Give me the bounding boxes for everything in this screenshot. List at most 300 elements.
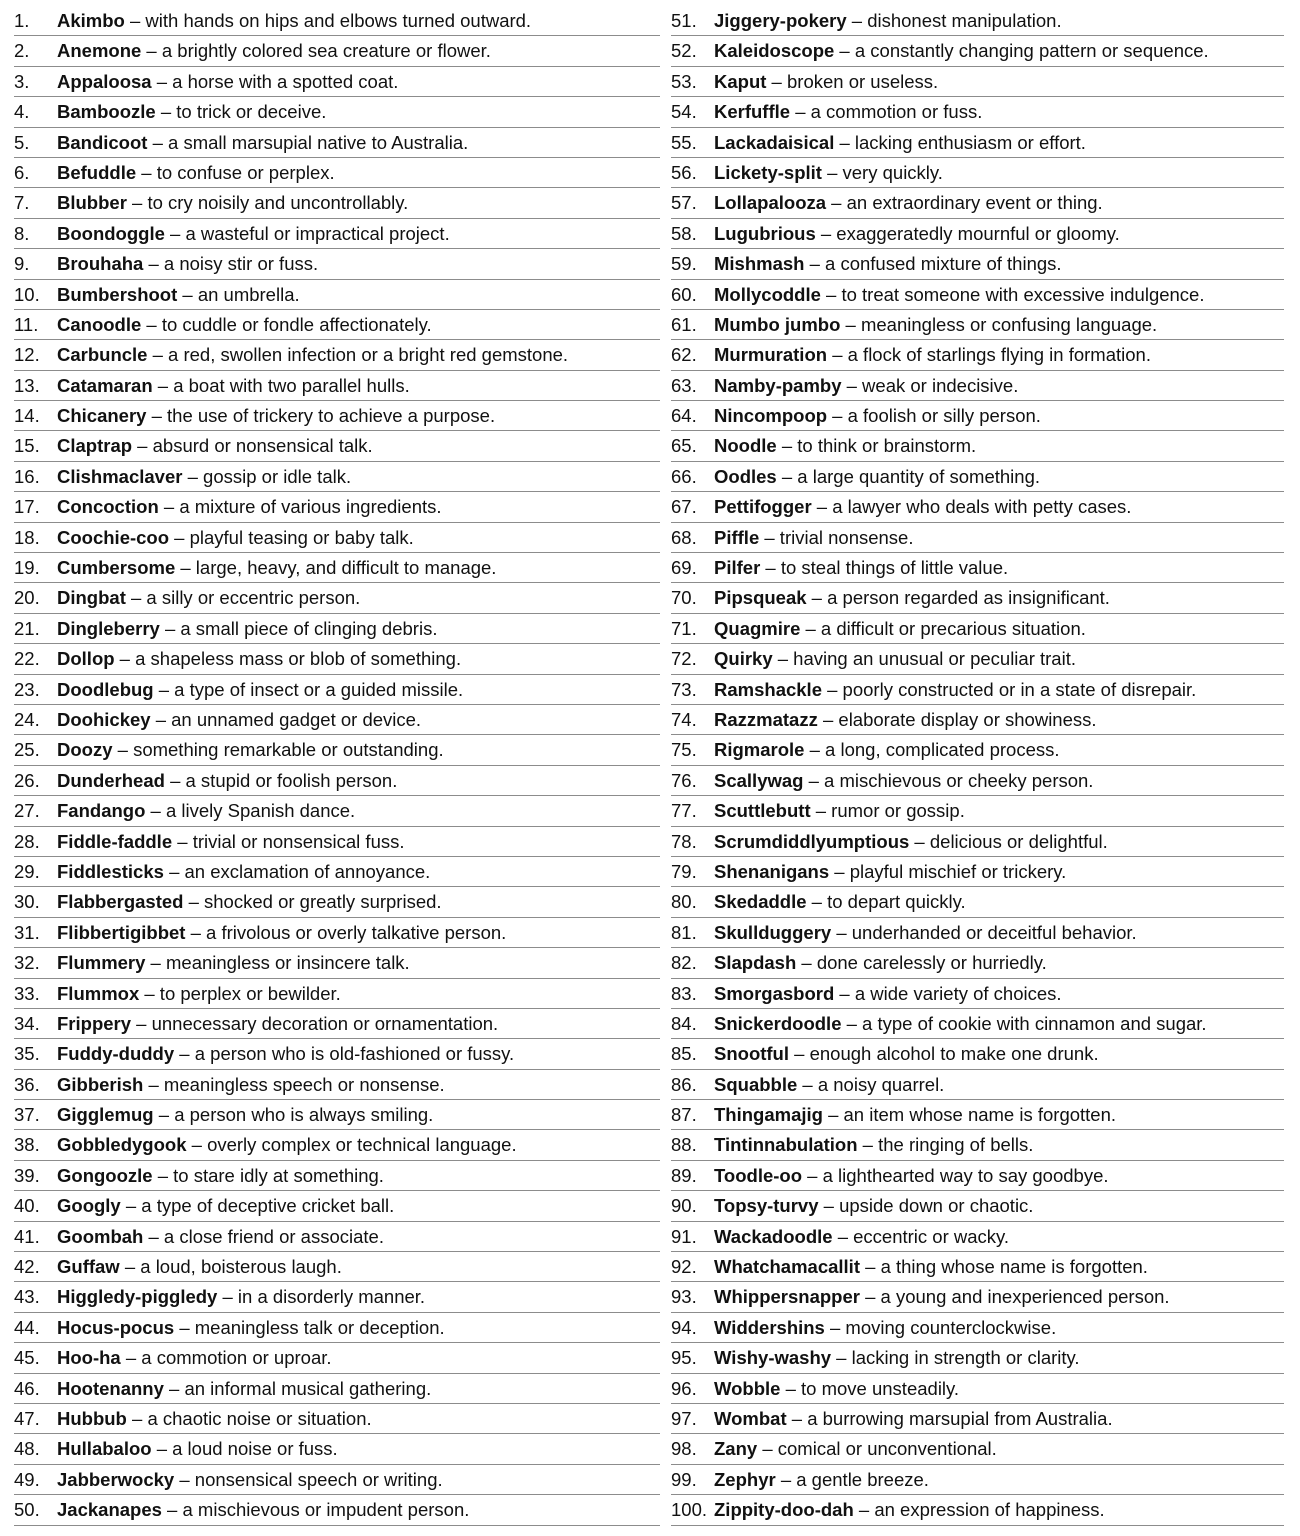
word-definition: – a lighthearted way to say goodbye. — [802, 1164, 1109, 1186]
word-term: Clishmaclaver — [57, 465, 183, 487]
item-number: 8. — [14, 222, 30, 244]
list-item — [671, 887, 1284, 917]
word-term: Bandicoot — [57, 131, 148, 153]
item-body — [714, 1191, 1033, 1220]
item-number: 77. — [671, 800, 697, 822]
list-item — [14, 1191, 660, 1221]
word-definition: – meaningless talk or deception. — [174, 1316, 445, 1338]
word-term: Lackadaisical — [714, 131, 835, 153]
item-body — [57, 371, 410, 400]
word-definition: – an umbrella. — [177, 283, 300, 305]
word-term: Doohickey — [57, 708, 151, 730]
word-definition: – elaborate display or showiness. — [817, 708, 1097, 730]
item-number: 72. — [671, 648, 697, 670]
word-term: Akimbo — [57, 10, 125, 31]
item-number: 13. — [14, 374, 40, 396]
item-body — [714, 249, 1062, 278]
item-number: 2. — [14, 40, 30, 62]
list-item — [14, 310, 660, 340]
item-body — [714, 675, 1196, 704]
list-item — [14, 1495, 660, 1525]
item-number: 84. — [671, 1012, 697, 1034]
word-definition: – very quickly. — [821, 161, 943, 183]
item-number: 24. — [14, 708, 40, 730]
word-definition: – an extraordinary event or thing. — [826, 192, 1103, 214]
word-definition: – upside down or chaotic. — [818, 1195, 1034, 1217]
word-definition: – a lawyer who deals with petty cases. — [811, 496, 1132, 518]
word-definition: – rumor or gossip. — [810, 800, 965, 822]
item-body — [57, 340, 568, 369]
item-number: 69. — [671, 557, 697, 579]
item-body — [714, 1130, 1033, 1159]
word-definition: – a thing whose name is forgotten. — [860, 1256, 1148, 1278]
item-number: 48. — [14, 1438, 40, 1460]
item-number: 92. — [671, 1256, 697, 1278]
word-term: Lollapalooza — [714, 192, 827, 214]
item-body — [714, 1070, 944, 1099]
word-definition: – an exclamation of annoyance. — [163, 860, 431, 882]
item-number: 44. — [14, 1316, 40, 1338]
word-definition: – trivial or nonsensical fuss. — [172, 830, 405, 852]
list-item — [14, 401, 660, 431]
word-definition: – a noisy quarrel. — [797, 1073, 945, 1095]
word-definition: – poorly constructed or in a state of disrepair. — [821, 678, 1197, 700]
item-body — [57, 249, 318, 278]
item-body — [57, 97, 326, 126]
item-number: 33. — [14, 982, 40, 1004]
list-item — [671, 1252, 1284, 1282]
item-body — [714, 614, 1086, 643]
list-item — [671, 1404, 1284, 1434]
item-number: 66. — [671, 465, 697, 487]
item-body — [57, 614, 437, 643]
item-number: 31. — [14, 921, 40, 943]
item-number: 5. — [14, 131, 30, 153]
item-number: 89. — [671, 1164, 697, 1186]
word-definition: – a small marsupial native to Australia. — [147, 131, 469, 153]
word-term: Gobbledygook — [57, 1134, 187, 1156]
list-item — [671, 796, 1284, 826]
item-body — [57, 310, 432, 339]
item-body — [57, 1343, 332, 1372]
item-number: 23. — [14, 678, 40, 700]
word-term: Noodle — [714, 435, 777, 457]
item-number: 22. — [14, 648, 40, 670]
word-term: Wombat — [714, 1407, 787, 1429]
item-body — [714, 97, 982, 126]
item-body — [714, 918, 1137, 947]
word-definition: – a type of deceptive cricket ball. — [120, 1195, 395, 1217]
word-definition: – an unnamed gadget or device. — [150, 708, 422, 730]
item-number: 19. — [14, 557, 40, 579]
word-term: Lugubrious — [714, 222, 816, 244]
item-body — [57, 948, 410, 977]
word-definition: – meaningless speech or nonsense. — [143, 1073, 445, 1095]
item-body — [57, 1313, 445, 1342]
item-body — [714, 857, 1066, 886]
word-term: Snootful — [714, 1043, 790, 1065]
list-item — [671, 1374, 1284, 1404]
list-item — [14, 735, 660, 765]
word-term: Befuddle — [57, 161, 137, 183]
list-item — [14, 857, 660, 887]
item-number: 53. — [671, 70, 697, 92]
item-body — [714, 948, 1047, 977]
word-definition: – a person who is always smiling. — [153, 1104, 434, 1126]
word-definition: – dishonest manipulation. — [846, 10, 1062, 31]
list-item — [671, 1009, 1284, 1039]
list-item — [671, 1191, 1284, 1221]
word-term: Flummery — [57, 952, 146, 974]
word-list-column-left — [14, 6, 660, 1526]
item-number: 63. — [671, 374, 697, 396]
word-term: Zany — [714, 1438, 758, 1460]
item-number: 4. — [14, 101, 30, 123]
item-number: 7. — [14, 192, 30, 214]
word-definition: – to trick or deceive. — [155, 101, 327, 123]
word-definition: – a wasteful or impractical project. — [164, 222, 450, 244]
word-definition: – the ringing of bells. — [857, 1134, 1034, 1156]
word-definition: – to treat someone with excessive indulgence. — [820, 283, 1205, 305]
word-definition: – weak or indecisive. — [841, 374, 1019, 396]
word-term: Boondoggle — [57, 222, 165, 244]
item-number: 60. — [671, 283, 697, 305]
list-item — [14, 553, 660, 583]
item-number: 16. — [14, 465, 40, 487]
word-definition: – a mixture of various ingredients. — [158, 496, 442, 518]
item-body — [57, 1070, 445, 1099]
word-term: Razzmatazz — [714, 708, 818, 730]
list-item — [14, 36, 660, 66]
item-number: 32. — [14, 952, 40, 974]
item-number: 73. — [671, 678, 697, 700]
item-body — [714, 219, 1120, 248]
item-body — [57, 1222, 384, 1251]
item-number: 26. — [14, 769, 40, 791]
list-item — [14, 188, 660, 218]
item-number: 28. — [14, 830, 40, 852]
item-body — [714, 158, 943, 187]
item-body — [57, 735, 444, 764]
word-definition: – a mischievous or cheeky person. — [803, 769, 1094, 791]
list-item — [14, 644, 660, 674]
word-definition: – a difficult or precarious situation. — [800, 617, 1086, 639]
item-body — [57, 675, 463, 704]
item-number: 76. — [671, 769, 697, 791]
item-number: 52. — [671, 40, 697, 62]
item-number: 12. — [14, 344, 40, 366]
word-definition: – a wide variety of choices. — [834, 982, 1062, 1004]
word-definition: – comical or unconventional. — [757, 1438, 997, 1460]
word-term: Frippery — [57, 1012, 132, 1034]
item-body — [714, 371, 1018, 400]
word-definition: – a mischievous or impudent person. — [161, 1499, 470, 1521]
list-item — [14, 1222, 660, 1252]
word-definition: – a young and inexperienced person. — [859, 1286, 1170, 1308]
list-item — [671, 1343, 1284, 1373]
item-number: 43. — [14, 1286, 40, 1308]
word-term: Snickerdoodle — [714, 1012, 842, 1034]
word-definition: – a commotion or uproar. — [120, 1347, 332, 1369]
list-item — [14, 1009, 660, 1039]
list-item — [671, 1282, 1284, 1312]
item-body — [714, 67, 938, 96]
list-item — [14, 1039, 660, 1069]
item-number: 15. — [14, 435, 40, 457]
word-term: Gibberish — [57, 1073, 144, 1095]
item-body — [57, 1100, 433, 1129]
list-item — [14, 583, 660, 613]
item-number: 40. — [14, 1195, 40, 1217]
item-body — [714, 310, 1157, 339]
word-term: Hootenanny — [57, 1377, 164, 1399]
item-body — [714, 1009, 1207, 1038]
item-number: 42. — [14, 1256, 40, 1278]
word-definition: – to cuddle or fondle affectionately. — [141, 313, 432, 335]
item-body — [714, 401, 1041, 430]
item-number: 38. — [14, 1134, 40, 1156]
word-term: Hoo-ha — [57, 1347, 121, 1369]
item-body — [57, 857, 430, 886]
word-term: Skullduggery — [714, 921, 832, 943]
item-number: 30. — [14, 891, 40, 913]
list-item — [671, 705, 1284, 735]
word-definition: – a large quantity of something. — [776, 465, 1040, 487]
word-term: Mumbo jumbo — [714, 313, 841, 335]
word-definition: – delicious or delightful. — [909, 830, 1108, 852]
list-item — [671, 675, 1284, 705]
list-item — [14, 1343, 660, 1373]
word-definition: – a burrowing marsupial from Australia. — [786, 1407, 1113, 1429]
word-term: Scuttlebutt — [714, 800, 811, 822]
item-number: 98. — [671, 1438, 697, 1460]
list-item — [14, 918, 660, 948]
word-definition: – nonsensical speech or writing. — [174, 1468, 443, 1490]
word-term: Lickety-split — [714, 161, 822, 183]
word-term: Dollop — [57, 648, 115, 670]
word-term: Rigmarole — [714, 739, 805, 761]
item-body — [714, 553, 1008, 582]
list-item — [671, 249, 1284, 279]
word-term: Fandango — [57, 800, 146, 822]
word-term: Flummox — [57, 982, 140, 1004]
item-number: 27. — [14, 800, 40, 822]
word-term: Hocus-pocus — [57, 1316, 175, 1338]
item-body — [57, 553, 496, 582]
word-definition: – eccentric or wacky. — [832, 1225, 1010, 1247]
word-term: Oodles — [714, 465, 777, 487]
word-definition: – a person who is old-fashioned or fussy. — [174, 1043, 515, 1065]
item-body — [57, 1495, 469, 1524]
item-body — [57, 1404, 372, 1433]
item-number: 41. — [14, 1225, 40, 1247]
word-definition: – a loud, boisterous laugh. — [119, 1256, 342, 1278]
item-body — [714, 340, 1151, 369]
word-definition: – meaningless or insincere talk. — [145, 952, 410, 974]
item-body — [714, 583, 1110, 612]
item-body — [57, 1282, 425, 1311]
item-body — [714, 1252, 1148, 1281]
word-term: Wobble — [714, 1377, 781, 1399]
item-number: 83. — [671, 982, 697, 1004]
list-item — [14, 948, 660, 978]
word-term: Fuddy-duddy — [57, 1043, 175, 1065]
item-body — [714, 128, 1086, 157]
item-body — [57, 6, 531, 35]
item-body — [57, 979, 341, 1008]
item-number: 34. — [14, 1012, 40, 1034]
list-item — [671, 1313, 1284, 1343]
list-item — [671, 614, 1284, 644]
word-term: Pilfer — [714, 557, 761, 579]
word-term: Jackanapes — [57, 1499, 162, 1521]
item-body — [57, 219, 450, 248]
word-definition: – meaningless or confusing language. — [840, 313, 1158, 335]
item-number: 95. — [671, 1347, 697, 1369]
list-item — [14, 1130, 660, 1160]
word-definition: – a stupid or foolish person. — [164, 769, 398, 791]
list-item — [14, 340, 660, 370]
list-item — [14, 796, 660, 826]
list-item — [14, 1313, 660, 1343]
word-term: Wishy-washy — [714, 1347, 832, 1369]
item-body — [714, 979, 1062, 1008]
item-body — [714, 1465, 929, 1494]
word-definition: – unnecessary decoration or ornamentation. — [131, 1012, 499, 1034]
list-item — [14, 431, 660, 461]
list-item — [671, 583, 1284, 613]
item-body — [57, 492, 442, 521]
word-term: Fiddle-faddle — [57, 830, 173, 852]
item-number: 35. — [14, 1043, 40, 1065]
list-item — [14, 97, 660, 127]
item-body — [714, 705, 1097, 734]
list-item — [14, 1100, 660, 1130]
word-term: Hullabaloo — [57, 1438, 152, 1460]
list-item — [671, 523, 1284, 553]
word-term: Flabbergasted — [57, 891, 184, 913]
word-term: Pipsqueak — [714, 587, 807, 609]
item-body — [57, 827, 405, 856]
item-number: 20. — [14, 587, 40, 609]
word-definition: – a brightly colored sea creature or flower. — [141, 40, 491, 62]
list-item — [671, 128, 1284, 158]
item-body — [57, 158, 335, 187]
item-body — [714, 1100, 1116, 1129]
item-number: 71. — [671, 617, 697, 639]
item-body — [57, 766, 397, 795]
list-item — [671, 188, 1284, 218]
word-definition: – with hands on hips and elbows turned outward. — [124, 10, 532, 31]
word-term: Tintinnabulation — [714, 1134, 858, 1156]
list-item — [14, 614, 660, 644]
item-number: 61. — [671, 313, 697, 335]
word-term: Hubbub — [57, 1407, 127, 1429]
item-body — [714, 280, 1204, 309]
list-item — [14, 1282, 660, 1312]
word-term: Higgledy-piggledy — [57, 1286, 218, 1308]
item-number: 80. — [671, 891, 697, 913]
word-definition: – a person regarded as insignificant. — [806, 587, 1110, 609]
word-term: Cumbersome — [57, 557, 176, 579]
word-definition: – a boat with two parallel hulls. — [152, 374, 410, 396]
word-term: Zephyr — [714, 1468, 776, 1490]
item-number: 67. — [671, 496, 697, 518]
word-term: Gigglemug — [57, 1104, 154, 1126]
item-body — [714, 766, 1093, 795]
word-definition: – a close friend or associate. — [143, 1225, 384, 1247]
word-term: Kaleidoscope — [714, 40, 835, 62]
item-body — [57, 188, 408, 217]
item-number: 90. — [671, 1195, 697, 1217]
item-body — [714, 1374, 959, 1403]
word-definition: – overly complex or technical language. — [186, 1134, 517, 1156]
word-term: Carbuncle — [57, 344, 148, 366]
list-item — [14, 1161, 660, 1191]
word-definition: – a gentle breeze. — [775, 1468, 929, 1490]
list-item — [671, 1100, 1284, 1130]
word-term: Claptrap — [57, 435, 133, 457]
item-body — [57, 431, 373, 460]
word-definition: – the use of trickery to achieve a purpose. — [146, 405, 496, 427]
list-item — [671, 827, 1284, 857]
word-definition: – enough alcohol to make one drunk. — [789, 1043, 1099, 1065]
item-number: 1. — [14, 10, 30, 31]
word-definition: – a long, complicated process. — [804, 739, 1060, 761]
item-number: 93. — [671, 1286, 697, 1308]
item-number: 37. — [14, 1104, 40, 1126]
list-item — [14, 158, 660, 188]
item-body — [57, 583, 360, 612]
word-definition: – a silly or eccentric person. — [125, 587, 361, 609]
list-item — [14, 1465, 660, 1495]
item-body — [57, 67, 398, 96]
list-item — [14, 128, 660, 158]
word-definition: – to perplex or bewilder. — [139, 982, 341, 1004]
list-item — [671, 97, 1284, 127]
word-term: Pettifogger — [714, 496, 812, 518]
item-number: 9. — [14, 253, 30, 275]
item-number: 39. — [14, 1164, 40, 1186]
item-number: 88. — [671, 1134, 697, 1156]
word-definition: – a chaotic noise or situation. — [126, 1407, 372, 1429]
item-body — [57, 462, 351, 491]
word-term: Quirky — [714, 648, 773, 670]
word-term: Chicanery — [57, 405, 147, 427]
word-definition: – to steal things of little value. — [760, 557, 1009, 579]
item-number: 94. — [671, 1316, 697, 1338]
word-definition: – a frivolous or overly talkative person. — [185, 921, 507, 943]
word-term: Slapdash — [714, 952, 797, 974]
list-item — [14, 523, 660, 553]
item-number: 68. — [671, 526, 697, 548]
word-definition: – a flock of starlings flying in formation. — [827, 344, 1151, 366]
word-term: Blubber — [57, 192, 127, 214]
list-item — [14, 827, 660, 857]
item-number: 17. — [14, 496, 40, 518]
item-body — [57, 705, 421, 734]
item-body — [714, 1313, 1056, 1342]
item-number: 3. — [14, 70, 30, 92]
item-number: 74. — [671, 708, 697, 730]
word-definition: – to stare idly at something. — [152, 1164, 384, 1186]
word-term: Coochie-coo — [57, 526, 170, 548]
item-number: 87. — [671, 1104, 697, 1126]
item-body — [714, 1434, 997, 1463]
list-item — [14, 280, 660, 310]
word-term: Murmuration — [714, 344, 828, 366]
list-item — [14, 705, 660, 735]
